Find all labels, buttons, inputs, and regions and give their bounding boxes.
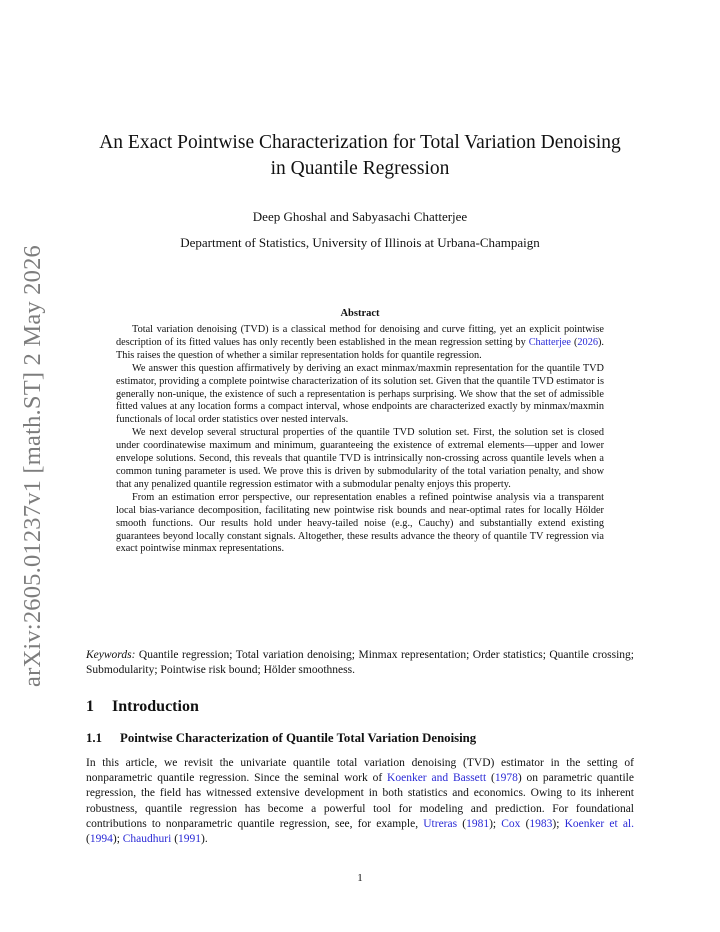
paper-title-line-2: in Quantile Regression xyxy=(270,158,450,179)
section-number: 1 xyxy=(86,698,94,715)
citation-link-utreras[interactable]: Utreras xyxy=(423,817,458,830)
abstract-body xyxy=(116,324,604,556)
abstract-heading: Abstract xyxy=(340,308,380,319)
subsection-title: Pointwise Characterization of Quantile Total Variation Denoising xyxy=(120,731,477,745)
subsection-number: 1.1 xyxy=(86,731,102,745)
abstract-paragraph-2: We answer this question affirmatively by deriving an exact minmax/maxmin representation for the quantile TVD estimator, providing a complete pointwise characterization of its solution set. Given that the quantile TVD estimator is generally non-unique, the existence of such a representation is perhaps surprising. We show that the set of admissible fitted values at any location forms a compact interval, whose endpoints are characterized exactly by minmax/maxmin functionals of local order statistics over nested intervals. xyxy=(116,362,604,426)
citation-link-cox[interactable]: Cox xyxy=(501,817,521,830)
abstract-paragraph-3: We next develop several structural properties of the quantile TVD solution set. First, the solution set is closed under coordinatewise maximum and minimum, guaranteeing the existence of extremal elements—upper and lower envelope solutions. Second, this reveals that quantile TVD is intrinsically non-crossing across quantile levels when a common tuning parameter is used. We prove this is driven by submodularity of the total variation penalty, and show that any penalized quantile regression estimator with a submodular penalty enjoys this property. xyxy=(116,427,604,490)
citation-link-koenker-et-al-year[interactable]: 1994 xyxy=(89,833,113,846)
page-number: 1 xyxy=(357,872,363,884)
subsection-heading xyxy=(86,731,476,746)
citation-link-koenker-bassett[interactable]: Koenker and Bassett xyxy=(387,772,487,785)
abstract-paragraph-1: Total variation denoising (TVD) is a classical method for denoising and curve fitting, yet an explicit pointwise description of its fitted values has only recently been established in the mean regression setting by Chatterjee (2026). This raises the question of whether a similar representation holds for quantile regression. xyxy=(116,324,604,361)
keywords-label: Keywords: xyxy=(86,649,136,661)
section-title: Introduction xyxy=(112,698,199,715)
citation-link-koenker-bassett-year[interactable]: 1978 xyxy=(494,772,518,785)
citation-link-cox-year[interactable]: 1983 xyxy=(529,817,553,830)
abstract-paragraph-4: From an estimation error perspective, our representation enables a refined pointwise analysis via a transparent local bias-variance decomposition, facilitating new pointwise risk bounds and near-optimal rates for locally Hölder smooth functions. Our results hold under heavy-tailed noise (e.g., Cauchy) and substantially extend existing guarantees beyond locally constant signals. Altogether, these results advance the theory of quantile TV regression via exact pointwise minmax representations. xyxy=(116,491,604,555)
citation-link-chaudhuri-year[interactable]: 1991 xyxy=(178,833,202,846)
section-heading-introduction xyxy=(86,698,199,716)
citation-link-utreras-year[interactable]: 1981 xyxy=(466,817,490,830)
arxiv-identifier-stamp xyxy=(14,246,52,686)
author-affiliation: Department of Statistics, University of Illinois at Urbana-Champaign xyxy=(180,235,540,250)
keywords-text: Quantile regression; Total variation denoising; Minmax representation; Order statistics; Quantile crossing; Submodularity; Pointwise risk bound; Hölder smoothness. xyxy=(86,649,634,676)
citation-link-koenker-et-al[interactable]: Koenker et al. xyxy=(564,817,634,830)
citation-link-chaudhuri[interactable]: Chaudhuri xyxy=(122,833,172,846)
arxiv-identifier-text: arXiv:2605.01237v1 [math.ST] 2 May 2026 xyxy=(19,245,47,687)
citation-link-chatterjee-year[interactable]: 2026 xyxy=(577,336,598,348)
paper-title-line-1: An Exact Pointwise Characterization for Total Variation Denoising xyxy=(99,132,621,153)
author-list: Deep Ghoshal and Sabyasachi Chatterjee xyxy=(252,209,468,224)
paper-title xyxy=(70,130,650,182)
citation-link-chatterjee[interactable]: Chatterjee xyxy=(528,336,571,348)
keywords-line xyxy=(86,648,634,678)
introduction-paragraph: In this article, we revisit the univariate quantile total variation denoising (TVD) estimator in the setting of nonparametric quantile regression. Since the seminal work of Koenker and Bassett (1978) on parametric quantile regression, the field has witnessed extensive development in both statistics and economics. Owing to its inherent robustness, quantile regression has become a powerful tool for modeling and prediction. For foundational contributions to nonparametric quantile regression, see, for example, Utreras (1981); Cox (1983); Koenker et al. (1994); Chaudhuri (1991). xyxy=(86,757,634,846)
